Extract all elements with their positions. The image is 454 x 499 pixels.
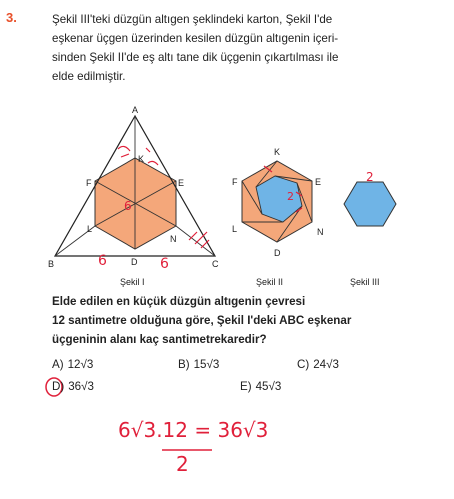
prompt-line: 12 santimetre olduğuna göre, Şekil I'deki ABC eşkenar — [52, 314, 352, 327]
fig2-label-n: N — [317, 227, 324, 237]
fig2-label-k: K — [274, 147, 281, 157]
option-letter: D) — [52, 380, 65, 393]
label-e: E — [178, 178, 185, 188]
option-value: 15√3 — [193, 358, 220, 371]
hand-six-inner: 6 — [124, 199, 132, 213]
fig2-label-l: L — [232, 224, 238, 234]
figure-3 — [344, 182, 396, 287]
hand-six-right: 6 — [160, 256, 169, 272]
question-text-line: Şekil III'teki düzgün altıgen şeklindeki karton, Şekil I'de — [52, 13, 333, 26]
prompt-line: Elde edilen en küçük düzgün altıgenin çevresi — [52, 295, 306, 308]
label-d: D — [131, 257, 138, 267]
prompt-line: üçgeninin alanı kaç santimetrekaredir? — [52, 333, 267, 346]
option-d[interactable] — [52, 380, 94, 393]
option-a[interactable] — [52, 358, 93, 371]
question-prompt — [52, 292, 444, 349]
label-c: C — [212, 259, 219, 269]
label-b: B — [48, 259, 55, 269]
caption-figure-1: Şekil I — [120, 277, 145, 287]
fig2-label-e: E — [315, 177, 322, 187]
label-k: K — [138, 154, 145, 164]
caption-figure-3: Şekil III — [350, 277, 380, 287]
question-number: 3. — [6, 10, 17, 25]
question-text-line: sinden Şekil II'de eş altı tane dik üçgenin çıkartılması ile — [52, 51, 339, 64]
hand-six-left: 6 — [98, 253, 107, 269]
option-value: 12√3 — [67, 358, 94, 371]
caption-figure-2: Şekil II — [256, 277, 284, 287]
figure3-hexagon — [344, 182, 396, 226]
fig2-label-d: D — [274, 248, 281, 258]
label-n: N — [170, 234, 177, 244]
option-letter: A) — [52, 358, 64, 371]
question-text-line: eşkenar üçgen üzerinden kesilen düzgün altıgenin içeri- — [52, 32, 339, 45]
hexagon-diagonals — [55, 116, 215, 256]
question-text-line: elde edilmiştir. — [52, 70, 126, 83]
option-c[interactable] — [297, 358, 339, 371]
label-f: F — [86, 178, 92, 188]
figure-2 — [232, 147, 324, 287]
hand-two-fig3: 2 — [366, 170, 374, 184]
label-l: L — [87, 224, 93, 234]
fig2-label-f: F — [232, 177, 238, 187]
label-a: A — [132, 105, 139, 115]
hand-work: 6√3.12 = 36√3 — [118, 418, 269, 442]
option-value: 45√3 — [255, 380, 282, 393]
option-letter: C) — [297, 358, 310, 371]
option-value: 24√3 — [313, 358, 339, 371]
hand-two-fig2: 2 — [287, 190, 294, 203]
option-letter: E) — [240, 380, 252, 393]
option-b[interactable] — [178, 358, 219, 371]
figure-1 — [48, 105, 219, 287]
hand-work-denominator: 2 — [176, 452, 189, 476]
option-value: 36√3 — [68, 380, 94, 393]
option-letter: B) — [178, 358, 190, 371]
option-e[interactable] — [240, 380, 281, 393]
